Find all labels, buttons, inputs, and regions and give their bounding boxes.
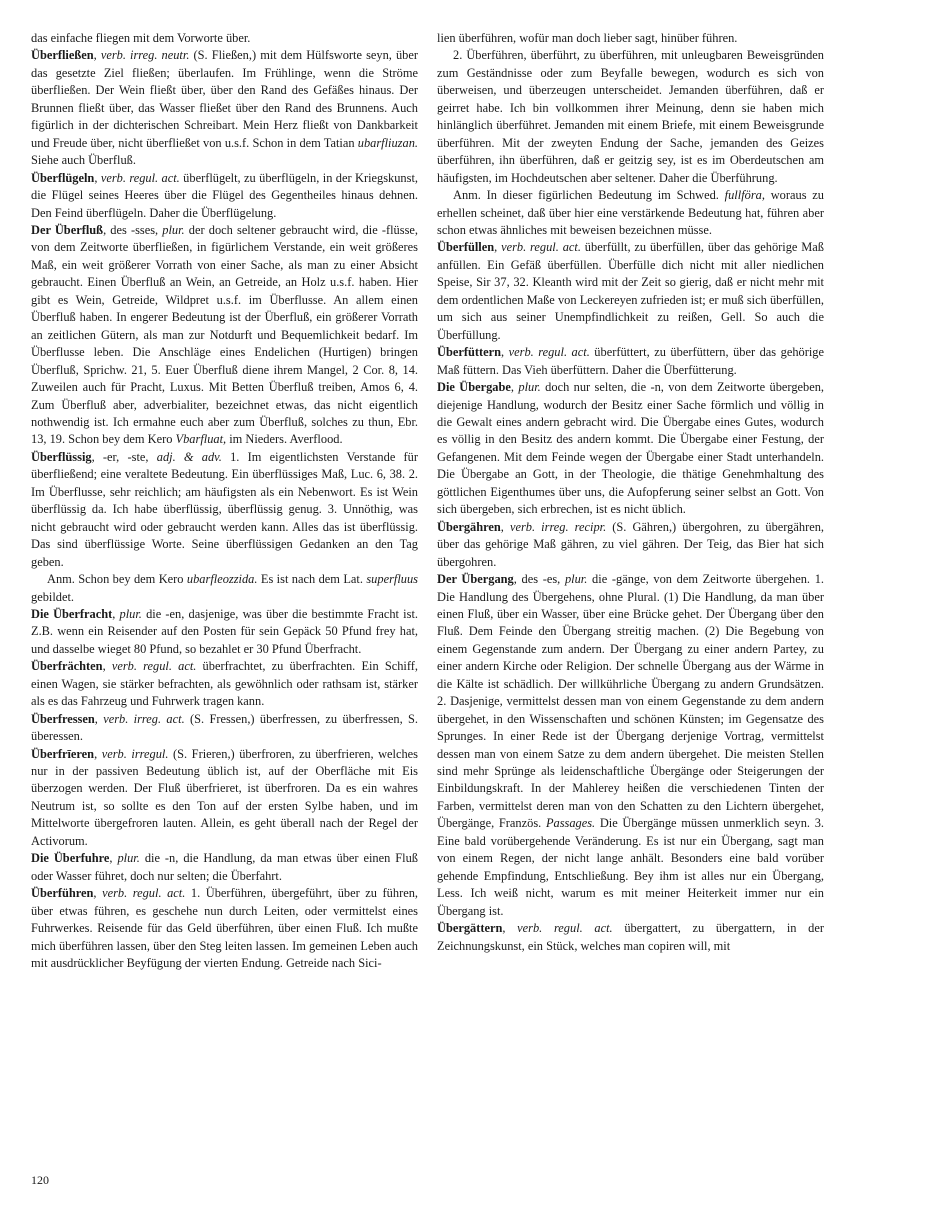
entry-italic-text: plur. <box>119 606 142 621</box>
entry-text: Die Übergänge müssen unmerklich seyn. 3. Eine bald vorübergehende Veränderung. Es ist nur ein Übergang, sagt man von einem Regen, der nicht lange anhält. Besonders eine bald vorüber gehende Empfindung, Entschließung. Bey ihm ist alles nur ein Übergang, Less. Ich weiß nicht, warum es mit meiner Heiterkeit immer nur ein Übergang ist. <box>437 816 825 918</box>
entry-text: , <box>109 851 118 866</box>
entry-italic-text: verb. irreg. act. <box>103 711 185 726</box>
entry-text: , <box>510 380 519 395</box>
entry-text: überfüllt, zu überfüllen, über das gehörige Maß anfüllen. Ein Gefäß überfüllen. Überfülle dich nicht mit aller niedlichen Speise, Sir 37, 32. Kleanth wird mit der Zeit so gierig, daß er nicht mehr mit dem ordentlichen Maße von Leckereyen zufrieden ist; er muß sich überfüllen, um sich aus seiner Unempfindlichkeit zu reißen, Gell. So auch die Überfüllung. <box>437 240 824 342</box>
dictionary-entry <box>31 746 418 851</box>
entry-text: überflügelt, zu überflügeln, in der Kriegskunst, die Flügel seines Heeres über die Flügel des Gegentheiles hinaus dehnen. Den Feind überflügeln. Daher die Überflügelung. <box>31 170 418 220</box>
entry-italic-text: verb. regul. act. <box>111 659 197 674</box>
entry-italic-text: superfluus <box>366 572 418 587</box>
entry-text: (S. Gähren,) übergohren, zu übergähren, über das gehörige Maß gähren, zu viel gähren. Der Teig, das Bier hat sich übergohren. <box>437 519 824 569</box>
entry-headword: Überfüllen <box>437 240 495 255</box>
entry-headword: Überfrīeren <box>31 746 95 761</box>
dictionary-entry <box>31 449 418 571</box>
entry-headword: Überfrächten <box>31 659 103 674</box>
entry-text: überfrachtet, zu überfrachten. Ein Schiff, einen Wagen, sie stärker befrachten, als gewöhnlich oder rathsam ist, stärker als es das Fahrzeug und Fuhrwerk tragen kann. <box>31 659 418 709</box>
dictionary-entry <box>31 850 418 885</box>
entry-text: (S. Frieren,) überfroren, zu überfrieren, welches nur in der passiven Bedeutung üblich ist, auf der Oberfläche mit Eis überzogen werden. Der Fluß überfrieret, ist überfroren. Da es ein wahres Neutrum ist, so sollte es den Ton auf der ersten Sylbe haben, und im Mittelworte übergefroren lauten. Allein, es geht überall nach der Regel der Activorum. <box>31 746 418 848</box>
entry-text: woraus zu erhellen scheinet, daß über hier eine verstärkende Bedeutung hat, führen aber schon etwas ähnliches mit beweisen bezeichnen müsse. <box>437 188 824 237</box>
entry-text: , <box>93 886 103 901</box>
entry-italic-text: verb. irregul. <box>101 746 169 761</box>
dictionary-entry <box>437 920 824 955</box>
entry-text: (S. Fließen,) mit dem Hülfsworte seyn, über das gesetzte Ziel fließen; überlaufen. Im Frühlinge, wenn die Ströme überfließen. Der Wein fließt über, über den Rand des Gefäßes hinaus. Der Brunnen fließt über, das Wasser fließet über den Rand des Brunnens. Auch figürlich in der dichterischen Schreibart. Mein Herz fließt von Dankbarkeit und Freude über, nicht überfließet von u.s.f. Schon in dem Tatian <box>31 48 418 150</box>
right-column <box>437 30 824 955</box>
dictionary-entry <box>31 30 418 47</box>
entry-italic-text: plur. <box>117 851 140 866</box>
entry-italic-text: fullföra, <box>724 188 765 203</box>
entry-headword: Übergähren <box>437 519 501 534</box>
dictionary-entry <box>31 47 418 169</box>
dictionary-entry <box>437 30 824 47</box>
entry-italic-text: verb. regul. act. <box>508 345 590 360</box>
entry-italic-text: ubarfliuzan. <box>357 135 418 150</box>
entry-italic-text: verb. regul. act. <box>517 921 613 936</box>
entry-text: die -en, dasjenige, was über die bestimmte Fracht ist. Z.B. wenn ein Reisender auf den Posten für sein Gepäck 50 Pfund frey hat, und dasselbe wieget 80 Pfund, so bezahlet er 30 Pfund Überfracht. <box>31 606 418 656</box>
entry-italic-text: plur. <box>564 572 588 587</box>
dictionary-entry <box>31 571 418 606</box>
entry-text: 1. Im eigentlichsten Verstande für überfließend; eine veraltete Bedeutung. Ein überflüssiges Maß, Luc. 6, 38. 2. Im Überflusse, sehr reichlich; am häufigsten als ein Nebenwort. Es ist Wein überflüssig da. Ich habe überflüssig, überflüssig genug. 3. Unnöthig, was nicht gebraucht wird oder gebraucht werden kann. Alles das ist überflüssig. Das sind überflüssige Worte. Seine überflüssigen Gedanken an den Tag geben. <box>31 449 419 569</box>
entry-headword: Überführen <box>31 886 94 901</box>
entry-text: , <box>500 519 510 534</box>
entry-text: , <box>494 240 502 255</box>
entry-italic-text: plur. <box>518 380 541 395</box>
dictionary-entry <box>437 187 824 239</box>
entry-text: Anm. In dieser figürlichen Bedeutung im Schwed. <box>453 188 725 203</box>
entry-text: übergattert, zu übergattern, in der Zeichnungskunst, ein Stück, welches man copiren will, mit <box>437 921 824 953</box>
entry-italic-text: ubarfleozzida. <box>186 572 258 587</box>
entry-italic-text: Vbarfluat, <box>175 432 227 447</box>
entry-text: (S. Fressen,) überfressen, zu überfressen, S. überessen. <box>31 711 418 744</box>
dictionary-entry <box>31 658 418 710</box>
entry-italic-text: verb. regul. act. <box>102 886 186 901</box>
entry-text: Anm. Schon bey dem Kero <box>47 572 187 587</box>
entry-text: , <box>501 345 509 360</box>
entry-italic-text: Passages. <box>545 816 596 831</box>
entry-text: , <box>94 170 101 185</box>
entry-text: das einfache fliegen mit dem Vorworte über. <box>31 31 251 45</box>
dictionary-entry <box>437 571 824 920</box>
entry-text: , <box>94 746 102 761</box>
entry-headword: Überfließen <box>31 48 94 63</box>
entry-text: , des -es, <box>513 572 565 587</box>
dictionary-entry <box>437 519 824 571</box>
dictionary-entry <box>437 379 824 519</box>
entry-headword: Überflügeln <box>31 170 95 185</box>
entry-text: im Nieders. Averflood. <box>226 432 343 447</box>
entry-headword: Die Übergabe <box>437 380 511 395</box>
entry-headword: Überfressen <box>31 711 95 726</box>
entry-text: , <box>102 659 112 674</box>
entry-text: , <box>93 48 101 63</box>
entry-italic-text: verb. irreg. recipr. <box>509 519 607 534</box>
dictionary-entry <box>31 222 418 449</box>
entry-text: Siehe auch Überfluß. <box>31 153 136 168</box>
entry-text: lien überführen, wofür man doch lieber sagt, hinüber führen. <box>437 31 738 45</box>
entry-italic-text: verb. irreg. neutr. <box>100 48 190 63</box>
entry-text: 1. Überführen, übergeführt, über zu führen, über etwas führen, es geschehe nun durch Leiten, oder vermittelst eines Fuhrwerkes. Reisende für das Geld überführen, über einen Fluß. Ich mußte mich überführen lassen, über den Steg leiten lassen. Im gemeinen Leben auch mit ausdrücklicher Beyfügung der vierten Endung. Getreide nach Sici- <box>31 886 418 971</box>
entry-text: , des -sses, <box>103 222 163 237</box>
entry-text: doch nur selten, die -n, von dem Zeitworte übergeben, diejenige Handlung, wodurch der Besitz einer Sache förmlich und völlig in die Gewalt eines andern gebracht wird. Die Übergabe eines Gutes, wodurch es völlig in den Besitz des andern kommt. Die Übergabe einer Festung, der Gefangenen. Mit dem Feinde wegen der Übergabe einer Stadt unterhandeln. Die Übergabe an Gott, in der Theologie, die thätige Genehmhaltung des göttlichen Eigenthumes über uns, die Aufopferung seiner selbst an Gott. Von sich übergeben, sich erbrechen, ist es nicht üblich. <box>437 380 825 517</box>
dictionary-entry <box>31 885 418 972</box>
entry-italic-text: verb. regul. act. <box>501 240 581 255</box>
entry-text: die -n, die Handlung, da man etwas über einen Fluß oder Wasser führet, doch nur selten; die Überfahrt. <box>31 851 419 883</box>
entry-text: 2. Überführen, überführt, zu überführen, mit unleugbaren Beweisgründen zum Geständnisse oder zum Beyfalle bewegen, wodurch es sich von überweisen, und überzeugen unterscheidet. Jemanden überführen, daß er geirret habe. Ich bin vollkommen ihrer Meinung, denn sie haben mich hinlänglich überführet. Jemanden mit einem Briefe, mit einem Beweisgrunde überführen. Mit der zweyten Endung der Sache, jemanden des Geizes überführen, ihn überführen, daß er geitzig sey, ist es im Oberdeutschen am häufigsten, im Hochdeutschen aber seltener. Daher die Überführung. <box>437 48 824 185</box>
entry-headword: Übergättern <box>437 921 503 936</box>
entry-italic-text: plur. <box>162 222 185 237</box>
dictionary-entry <box>437 344 824 379</box>
entry-text: gebildet. <box>31 589 75 604</box>
entry-text: der doch seltener gebraucht wird, die -flüsse, von dem Zeitworte überfließen, in figürlichem Verstande, ein weit größeres Maß, ein weit größerer Vorrath von einer Sache, als man zu einer Absicht gebraucht. Einen Überfluß an Wein, an Getreide, an Holz u.s.f. haben. Hier gibt es Wein, Getreide, Wildpret u.s.f. im Überflusse. An allem einen Überfluß haben. In engerer Bedeutung ist der Überfluß, ein größerer Vorrath an zeitlichen Gütern, als man zur Notdurft und Bequemlichkeit bedarf. Im Überflusse leben. Die Anschläge eines Endelichen (Hurtigen) bringen Überfluß, Sprichw. 21, 5. Euer Überfluß diene ihrem Mangel, 2 Cor. 8, 14. Zuweilen auch für Pracht, Luxus. Mit Betten Überfluß treiben, Amos 6, 4. Zum Überfluß aber, adverbialiter, bezeichnet etwas, das nicht eigentlich nothwendig ist. Ich ermahne euch aber zum Überfluß, solches zu thun, Ebr. 13, 19. Schon bey dem Kero <box>31 222 418 447</box>
dictionary-entry <box>437 239 824 344</box>
entry-text: Es ist nach dem Lat. <box>257 572 367 587</box>
left-column <box>31 30 418 972</box>
page-number: 120 <box>31 1173 49 1187</box>
entry-headword: Der Übergang <box>437 572 514 587</box>
entry-headword: Überflüssig <box>31 449 92 464</box>
entry-italic-text: verb. regul. act. <box>100 170 180 185</box>
entry-text: überfüttert, zu überfüttern, über das gehörige Maß füttern. Das Vieh überfüttern. Daher die Überfütterung. <box>437 345 824 377</box>
entry-text: , <box>94 711 104 726</box>
dictionary-entry <box>31 170 418 222</box>
entry-text: die -gänge, von dem Zeitworte übergehen. 1. Die Handlung des Übergehens, ohne Plural. (1) Die Handlung, da man über einen Fluß, über ein Wasser, über eine Brücke gehet. Der Übergang über den Fluß. Dem Feinde den Übergang streitig machen. (2) Die Begebung von einem Gegenstande zum andern. Der Übergang zu einer andern Partey, zu einer andern Kirche oder Religion. Der schnelle Übergang aus der Wärme in die Kälte ist schädlich. Der willkührliche Übergang zu andern Grundsätzen. 2. Dasjenige, vermittelst dessen man von einem Gegenstande zu dem andern übergehet, in den Wissenschaften und schönen Künsten; im Gegensatze des Sprunges. In einer Rede ist der Übergang derjenige Vortrag, vermittelst dessen man von einem Satze zu dem andern übergehet. Die meisten Stellen sind mehr Sprünge als leidenschaftliche Übergänge oder Steigerungen der Einbildungskraft. In der Mahlerey heißen die verschiedenen Tinten der Farben, vermittelst deren man von den Schatten zu den Lichtern übergehet, Übergänge, Französ. <box>437 572 824 831</box>
entry-headword: Überfüttern <box>437 345 501 360</box>
entry-text: , <box>502 921 518 936</box>
entry-headword: Die Überfracht <box>31 606 113 621</box>
entry-text: , -er, -ste, <box>91 449 157 464</box>
entry-italic-text: adj. & adv. <box>156 449 222 464</box>
entry-headword: Der Überfluß <box>31 222 104 237</box>
dictionary-entry <box>31 711 418 746</box>
entry-headword: Die Überfuhre <box>31 851 110 866</box>
dictionary-entry <box>31 606 418 658</box>
dictionary-entry <box>437 47 824 187</box>
entry-text: , <box>112 606 120 621</box>
